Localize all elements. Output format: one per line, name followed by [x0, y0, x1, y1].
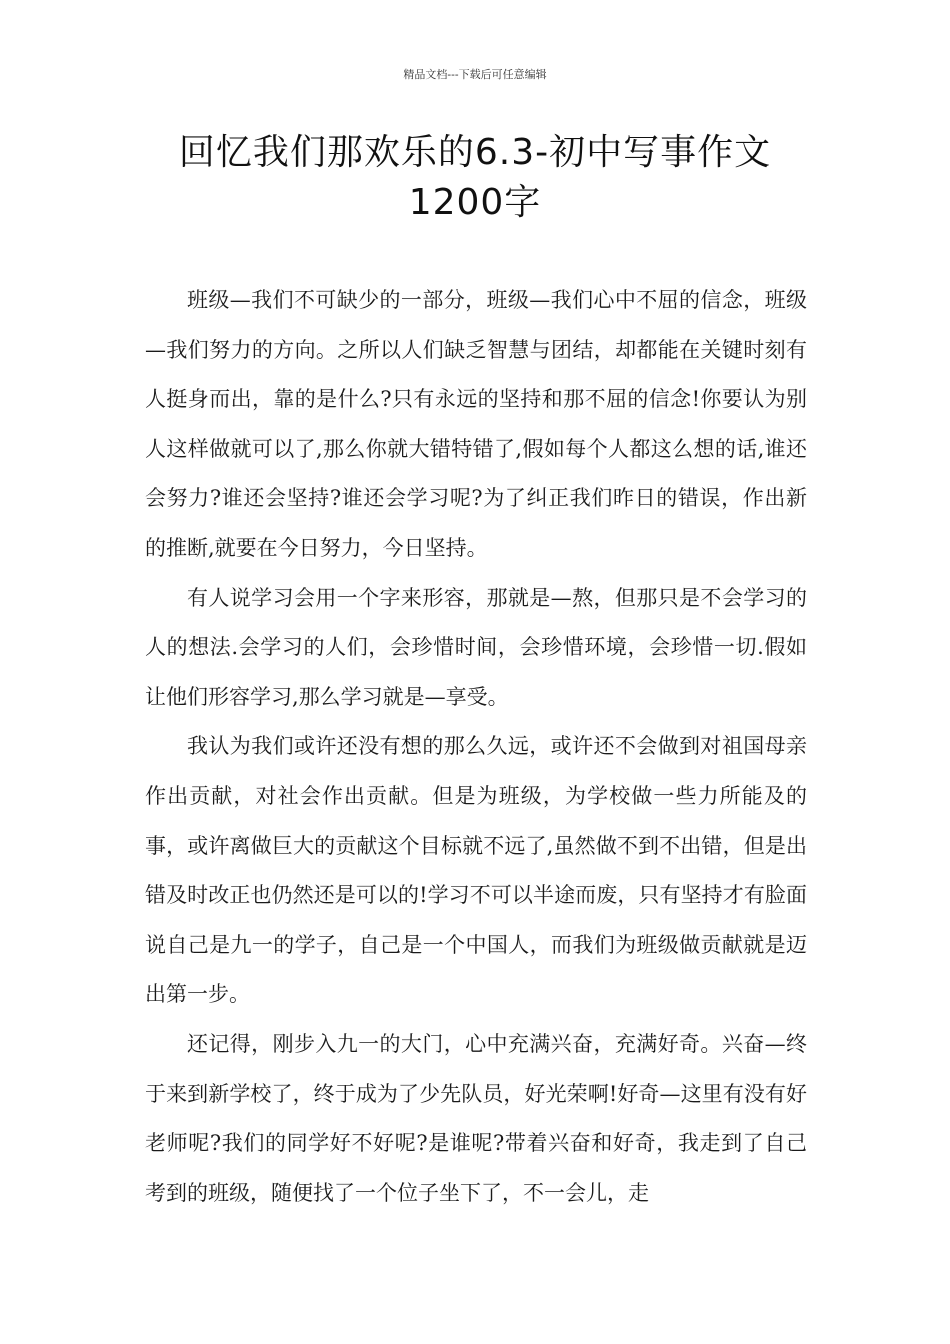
- page-title: [100, 128, 850, 228]
- paragraph-4: 还记得，刚步入九一的大门，心中充满兴奋，充满好奇。兴奋—终于来到新学校了，终于成为了少先队员，好光荣啊!好奇—这里有没有好老师呢?我们的同学好不好呢?是谁呢?带着兴奋和好奇，我走到了自己考到的班级，随便找了一个位子坐下了，不一会儿，走: [145, 1031, 807, 1205]
- title-line-2: 1200字: [408, 182, 542, 223]
- paragraph-1: 班级—我们不可缺少的一部分，班级—我们心中不屈的信念，班级—我们努力的方向。之所以人们缺乏智慧与团结，却都能在关键时刻有人挺身而出，靠的是什么?只有永远的坚持和那不屈的信念!你要认为别人这样做就可以了,那么你就大错特错了,假如每个人都这么想的话,谁还会努力?谁还会坚持?谁还会学习呢?为了纠正我们昨日的错误，作出新的推断,就要在今日努力，今日坚持。: [145, 288, 807, 560]
- title-line-1: 回忆我们那欢乐的6.3-初中写事作文: [178, 132, 772, 173]
- paragraph-2: 有人说学习会用一个字来形容，那就是—熬，但那只是不会学习的人的想法.会学习的人们，会珍惜时间，会珍惜环境，会珍惜一切.假如让他们形容学习,那么学习就是—享受。: [145, 585, 807, 709]
- paragraph-3: 我认为我们或许还没有想的那么久远，或许还不会做到对祖国母亲作出贡献，对社会作出贡献。但是为班级，为学校做一些力所能及的事，或许离做巨大的贡献这个目标就不远了,虽然做不到不出错，但是出错及时改正也仍然还是可以的!学习不可以半途而废，只有坚持才有脸面说自己是九一的学子，自己是一个中国人，而我们为班级做贡献就是迈出第一步。: [145, 734, 807, 1007]
- header-note: 精品文档---下载后可任意编辑: [403, 68, 547, 81]
- article-body: [145, 276, 807, 1218]
